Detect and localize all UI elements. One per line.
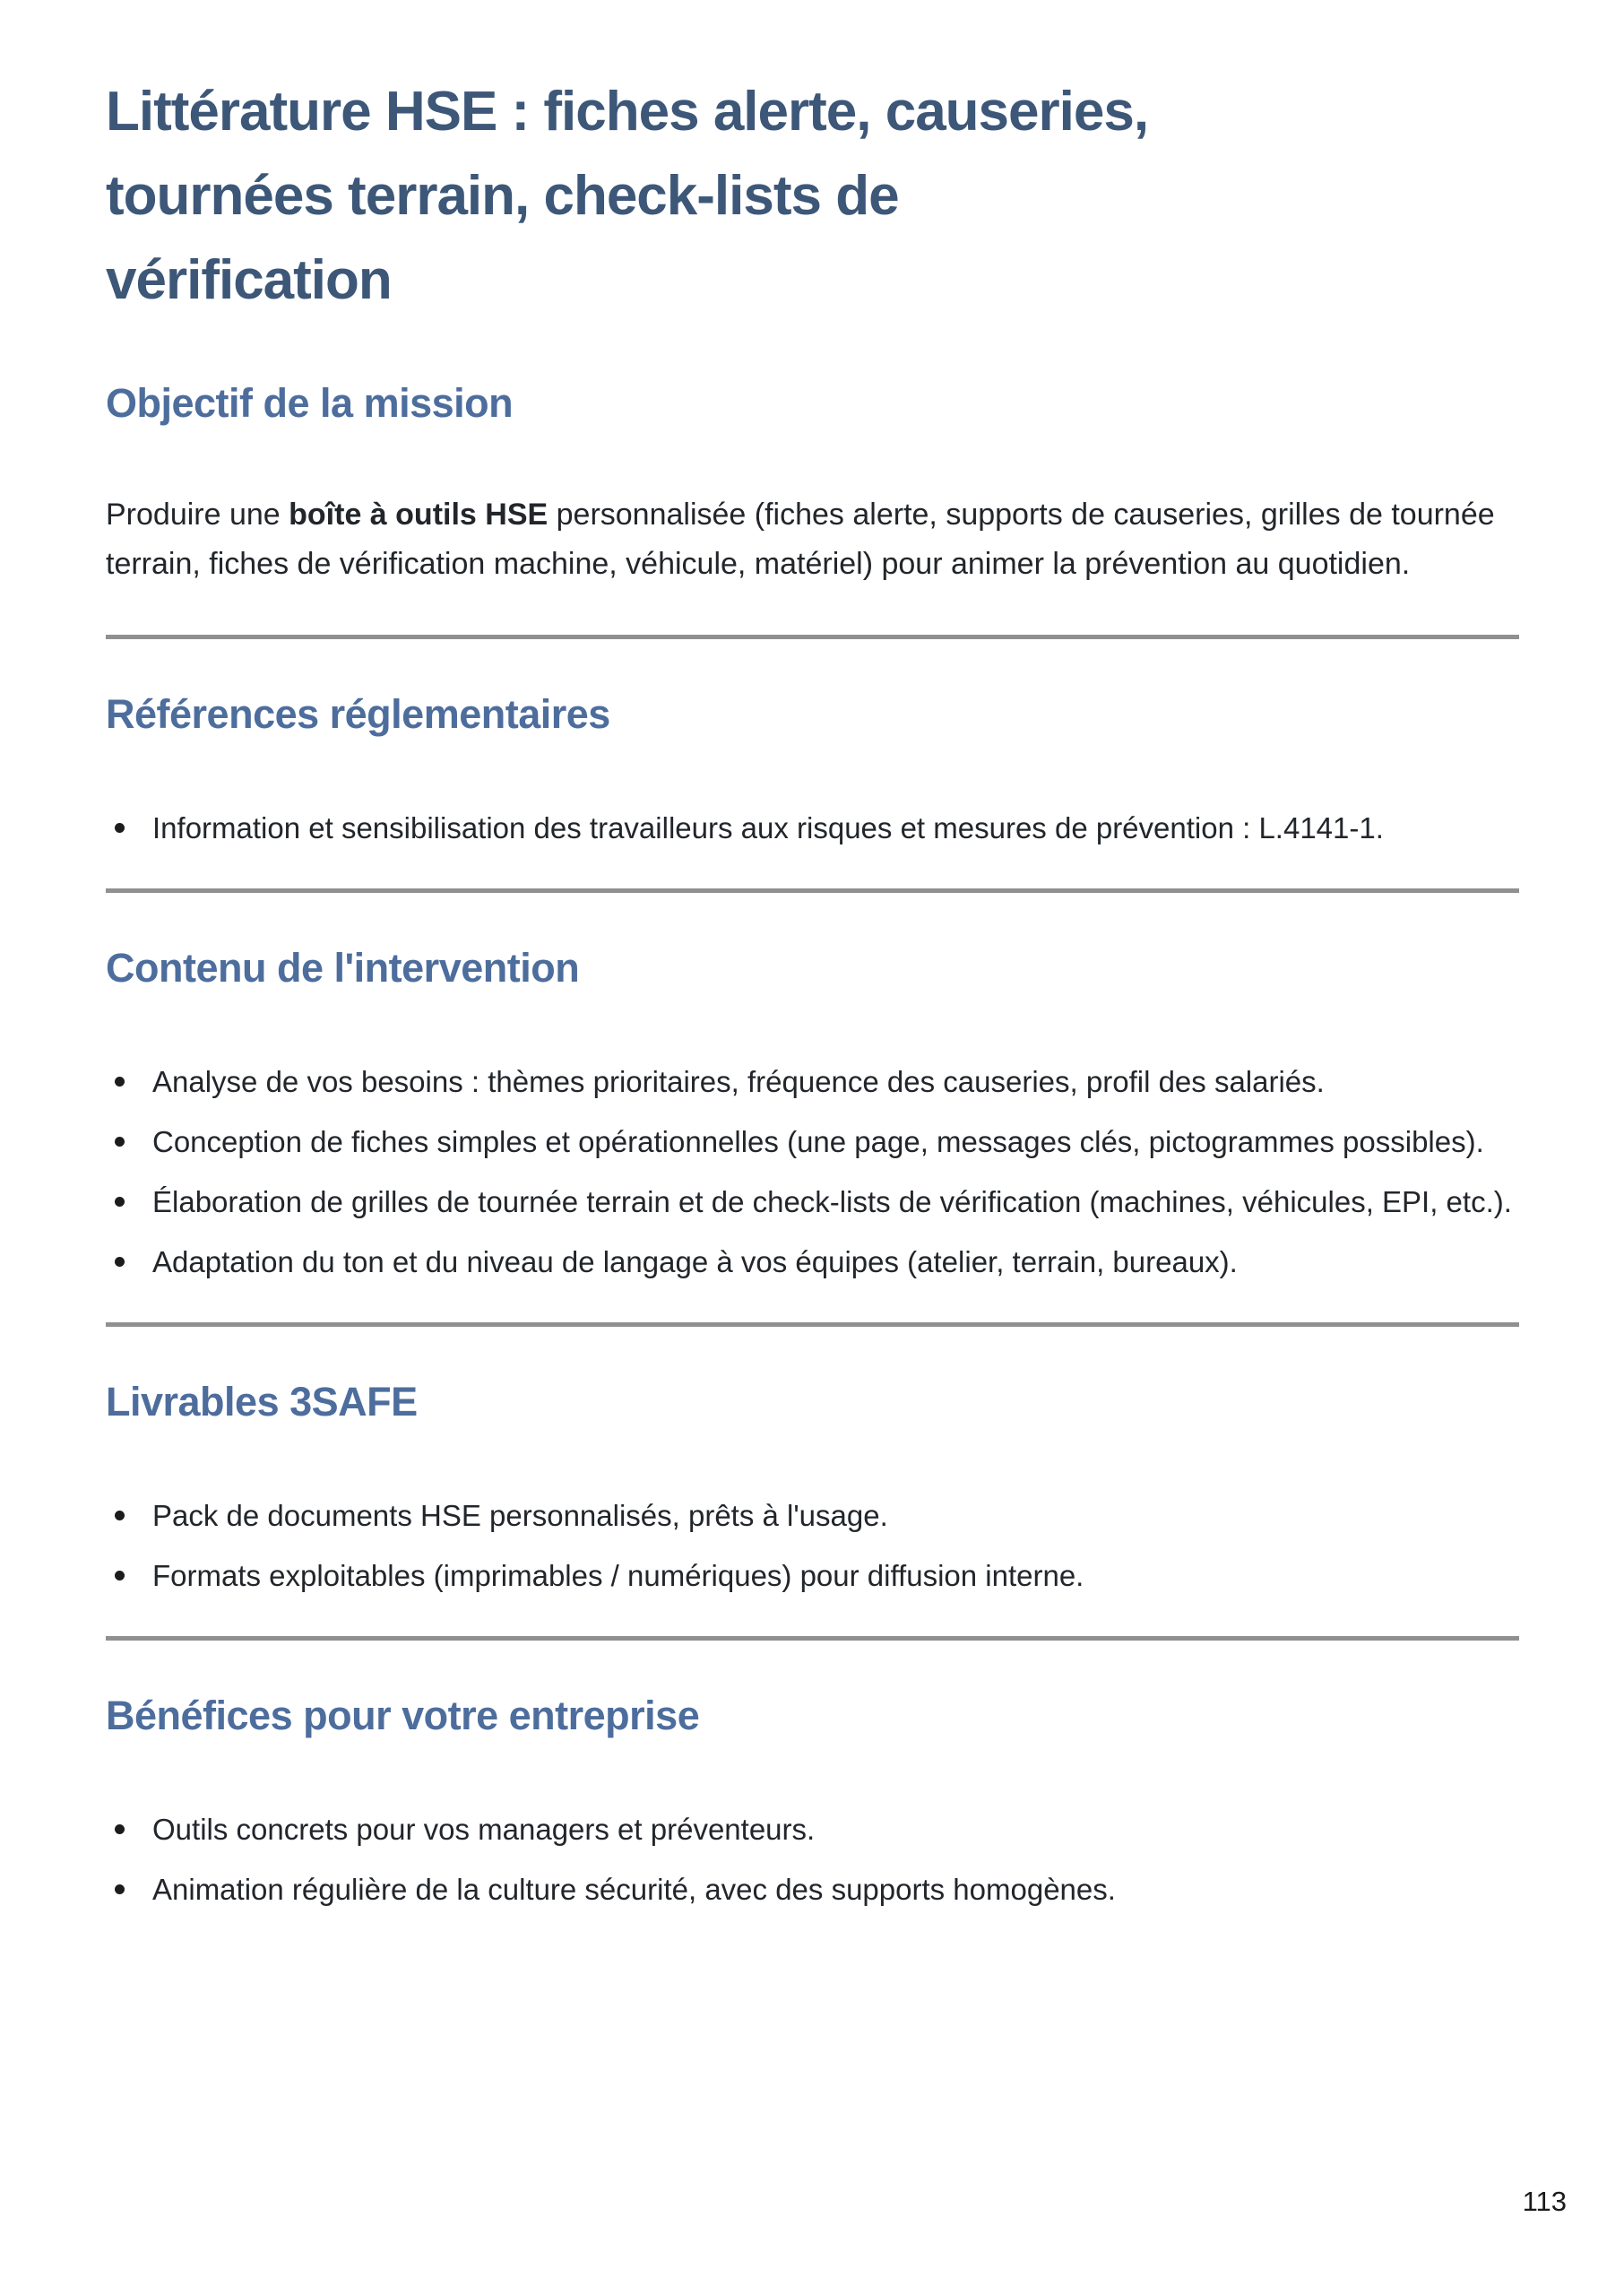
page-title — [106, 57, 1519, 323]
section-references — [106, 688, 1519, 853]
mission-paragraph-suffix: personnalisée (fiches alerte, supports de causeries, grilles de tournée terrain, fiches de vérification machine, véhicule, matériel) pour animer la prévention au quotidien. — [106, 498, 1495, 581]
contenu-bullet-list — [106, 1057, 1519, 1286]
mission-paragraph-bold: boîte à outils HSE — [289, 498, 549, 532]
page-title-line-2: tournées terrain, check-lists de — [106, 165, 899, 227]
list-item: Pack de documents HSE personnalisés, prêts à l'usage. — [106, 1491, 1519, 1540]
section-benefices — [106, 1690, 1519, 1914]
section-livrables — [106, 1376, 1519, 1600]
list-item: Élaboration de grilles de tournée terrain et de check-lists de vérification (machines, véhicules, EPI, etc.). — [106, 1177, 1519, 1226]
list-item: Conception de fiches simples et opérationnelles (une page, messages clés, pictogrammes possibles). — [106, 1117, 1519, 1166]
list-item: Animation régulière de la culture sécurité, avec des supports homogènes. — [106, 1865, 1519, 1914]
list-item: Outils concrets pour vos managers et préventeurs. — [106, 1805, 1519, 1854]
livrables-bullet-list — [106, 1491, 1519, 1600]
page-title-line-3: vérification — [106, 249, 392, 311]
section-divider — [106, 635, 1519, 639]
heading-contenu-intervention: Contenu de l'intervention — [106, 945, 580, 991]
heading-references-reglementaires: Références réglementaires — [106, 691, 610, 737]
section-contenu — [106, 942, 1519, 1286]
list-item: Adaptation du ton et du niveau de langage à vos équipes (atelier, terrain, bureaux). — [106, 1237, 1519, 1286]
mission-paragraph-prefix: Produire une — [106, 498, 289, 532]
section-divider — [106, 1636, 1519, 1641]
list-item: Information et sensibilisation des travailleurs aux risques et mesures de prévention : L.4141-1. — [106, 803, 1519, 853]
heading-benefices-entreprise: Bénéfices pour votre entreprise — [106, 1693, 700, 1738]
mission-paragraph — [106, 490, 1519, 589]
heading-livrables-3safe: Livrables 3SAFE — [106, 1379, 418, 1425]
page-title-line-1: Littérature HSE : fiches alerte, causeries, — [106, 81, 1149, 143]
section-divider — [106, 1322, 1519, 1327]
page-number: 113 — [1522, 2186, 1567, 2217]
list-item: Analyse de vos besoins : thèmes prioritaires, fréquence des causeries, profil des salariés. — [106, 1057, 1519, 1106]
references-bullet-list — [106, 803, 1519, 853]
heading-objectif-mission: Objectif de la mission — [106, 380, 514, 426]
benefices-bullet-list — [106, 1805, 1519, 1914]
section-divider — [106, 888, 1519, 893]
list-item: Formats exploitables (imprimables / numériques) pour diffusion interne. — [106, 1551, 1519, 1600]
